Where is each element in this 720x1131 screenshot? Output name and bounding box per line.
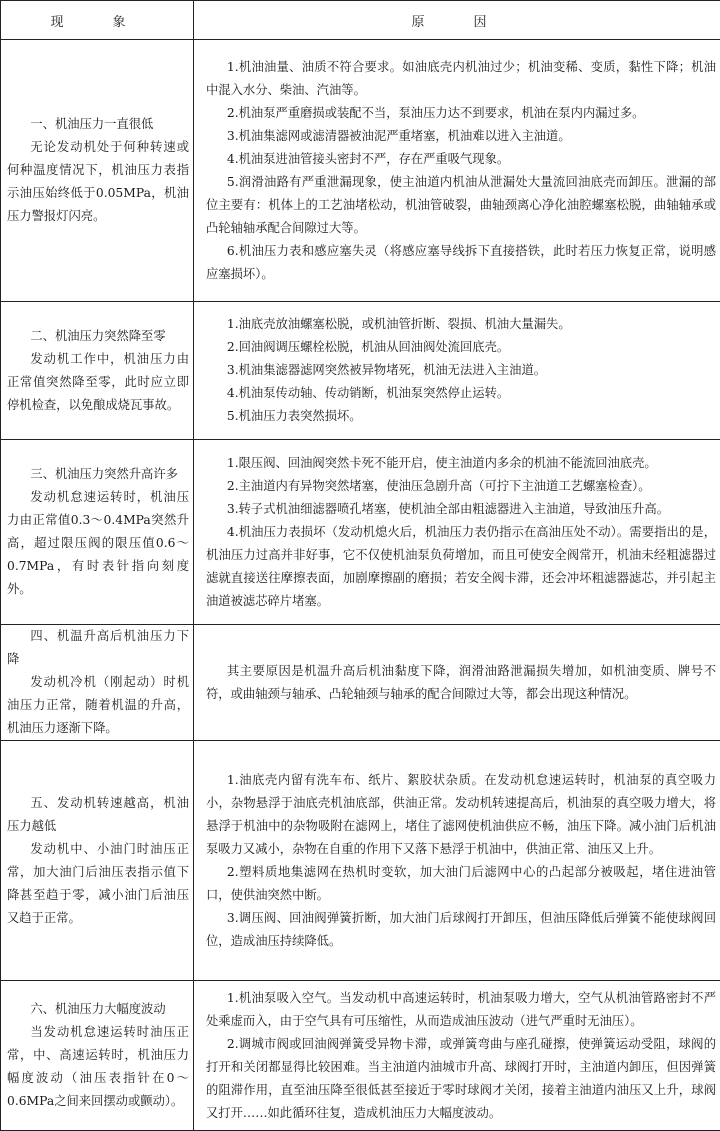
row-description: 发动机怠速运转时，机油压力由正常值0.3～0.4MPa突然升高，超过限压阀的限压值0.6～0.7MPa，有时表针指向刻度外。 — [7, 486, 189, 601]
table-row — [1, 981, 720, 1131]
cause-item: 2.主油道内有异物突然堵塞，使油压急剧升高（可拧下主油道工艺螺塞检查）。 — [206, 475, 716, 498]
cause-cell — [194, 741, 720, 981]
table-row — [1, 302, 720, 440]
cause-cell — [194, 625, 720, 741]
row-title: 二、机油压力突然降至零 — [7, 325, 189, 348]
table-row — [1, 625, 720, 741]
row-description: 发动机冷机（刚起动）时机油压力正常，随着机温的升高，机油压力逐渐下降。 — [7, 671, 189, 740]
row-title: 三、机油压力突然升高许多 — [7, 463, 189, 486]
header-cause: 原 因 — [194, 1, 720, 40]
cause-cell — [194, 440, 720, 625]
cause-item: 3.机油集滤网或滤清器被油泥严重堵塞，机油难以进入主油道。 — [206, 125, 716, 148]
cause-item: 2.调城市阀或回油阀弹簧受异物卡滞，或弹簧弯曲与座孔碰擦，使弹簧运动受阻，球阀的打开和关闭都显得比较困难。当主油道内油城市升高、球阀打开时，主油道内卸压，但因弹簧的阻滞作用，直至油压降至很低甚至接近于零时球阀才关闭，接着主油道内油压又上升，球阀又打开……如此循环往复，造成机油压力大幅度波动。 — [206, 1033, 716, 1125]
table-row — [1, 440, 720, 625]
table-header-row — [1, 1, 720, 40]
phenomenon-cell — [1, 440, 194, 625]
row-title: 一、机油压力一直很低 — [7, 113, 189, 136]
header-phenomenon: 现 象 — [1, 1, 194, 40]
cause-item: 其主要原因是机温升高后机油黏度下降，润滑油路泄漏损失增加，如机油变质、牌号不符，或曲轴颈与轴承、凸轮轴颈与轴承的配合间隙过大等，都会出现这种情况。 — [206, 660, 716, 706]
cause-item: 4.机油压力表损坏（发动机熄火后，机油压力表仍指示在高油压处不动）。需要指出的是，机油压力过高并非好事，它不仅使机油泵负荷增加，而且可使安全阀常开，机油未经粗滤器过滤就直接送往摩擦表面，加剧摩擦副的磨损；若安全阀卡滞，还会冲坏粗滤器滤芯，并引起主油道被滤芯碎片堵塞。 — [206, 521, 716, 613]
cause-item: 1.机油泵吸入空气。当发动机中高速运转时，机油泵吸力增大，空气从机油管路密封不严处乘虚而入，由于空气具有可压缩性，从而造成油压波动（进气严重时无油压）。 — [206, 987, 716, 1033]
cause-item: 5.机油压力表突然损坏。 — [206, 405, 716, 428]
cause-item: 5.润滑油路有严重泄漏现象，使主油道内机油从泄漏处大量流回油底壳而卸压。泄漏的部位主要有：机体上的工艺油堵松动，机油管破裂，曲轴颈离心净化油腔螺塞松脱，曲轴轴承或凸轮轴轴承配合间隙过大等。 — [206, 171, 716, 240]
phenomenon-cell — [1, 302, 194, 440]
row-description: 发动机工作中，机油压力由正常值突然降至零，此时应立即停机检查，以免酿成烧瓦事故。 — [7, 348, 189, 417]
cause-item: 4.机油泵传动轴、传动销断，机油泵突然停止运转。 — [206, 382, 716, 405]
cause-cell — [194, 302, 720, 440]
table-row — [1, 741, 720, 981]
cause-item: 2.机油泵严重磨损或装配不当，泵油压力达不到要求，机油在泵内内漏过多。 — [206, 102, 716, 125]
row-title: 六、机油压力大幅度波动 — [7, 998, 189, 1021]
row-description: 无论发动机处于何种转速或何种温度情况下，机油压力表指示油压始终低于0.05MPa，机油压力警报灯闪亮。 — [7, 136, 189, 228]
phenomenon-cell — [1, 625, 194, 741]
phenomenon-cell — [1, 741, 194, 981]
cause-item: 1.油底壳放油螺塞松脱，或机油管折断、裂损、机油大量漏失。 — [206, 313, 716, 336]
table-row — [1, 40, 720, 302]
cause-item: 2.塑料质地集滤网在热机时变软，加大油门后滤网中心的凸起部分被吸起，堵住进油管口，使供油突然中断。 — [206, 861, 716, 907]
cause-item: 6.机油压力表和感应塞失灵（将感应塞导线拆下直接搭铁，此时若压力恢复正常，说明感应塞损坏）。 — [206, 240, 716, 286]
cause-item: 3.转子式机油细滤器喷孔堵塞，使机油全部由粗滤器进入主油道，导致油压升高。 — [206, 498, 716, 521]
cause-item: 4.机油泵进油管接头密封不严，存在严重吸气现象。 — [206, 148, 716, 171]
cause-item: 1.机油油量、油质不符合要求。如油底壳内机油过少；机油变稀、变质，黏性下降；机油中混入水分、柴油、汽油等。 — [206, 56, 716, 102]
cause-cell — [194, 40, 720, 302]
cause-item: 1.限压阀、回油阀突然卡死不能开启，使主油道内多余的机油不能流回油底壳。 — [206, 452, 716, 475]
row-title: 五、发动机转速越高，机油压力越低 — [7, 792, 189, 838]
phenomenon-cell — [1, 981, 194, 1131]
cause-item: 3.机油集滤器滤网突然被异物堵死，机油无法进入主油道。 — [206, 359, 716, 382]
row-description: 发动机中、小油门时油压正常，加大油门后油压表指示值下降甚至趋于零，减小油门后油压又趋于正常。 — [7, 838, 189, 930]
row-title: 四、机温升高后机油压力下降 — [7, 625, 189, 671]
row-description: 当发动机怠速运转时油压正常，中、高速运转时，机油压力幅度波动（油压表指针在0～0.6MPa之间来回摆动或颤动）。 — [7, 1021, 189, 1113]
cause-cell — [194, 981, 720, 1131]
cause-item: 2.回油阀调压螺栓松脱，机油从回油阀处流回底壳。 — [206, 336, 716, 359]
phenomenon-cell — [1, 40, 194, 302]
cause-item: 3.调压阀、回油阀弹簧折断，加大油门后球阀打开卸压，但油压降低后弹簧不能使球阀回位，造成油压持续降低。 — [206, 907, 716, 953]
cause-item: 1.油底壳内留有洗车布、纸片、絮胶状杂质。在发动机怠速运转时，机油泵的真空吸力小，杂物悬浮于油底壳机油底部，供油正常。发动机转速提高后，机油泵的真空吸力增大，将悬浮于机油中的杂物吸附在滤网上，堵住了滤网使机油供应不畅，油压下降。减小油门后机油泵吸力又减小，杂物在自重的作用下又落下悬浮于机油中，供油正常、油压又上升。 — [206, 769, 716, 861]
